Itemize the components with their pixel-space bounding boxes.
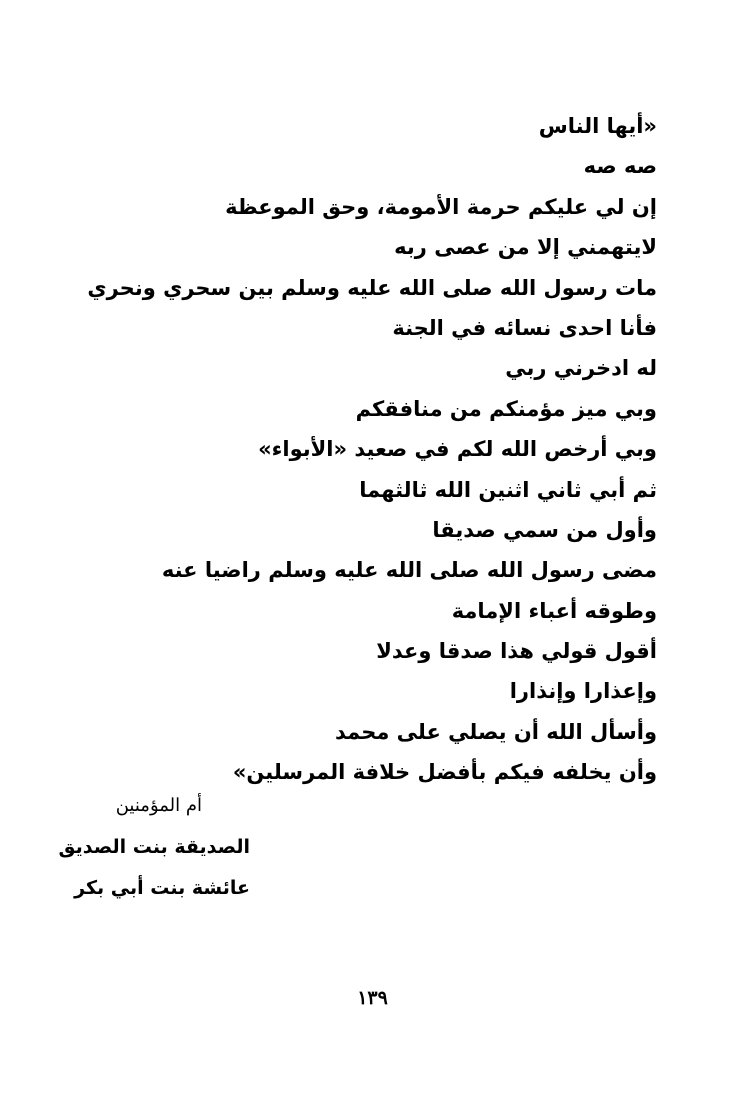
- poem-line: وأن يخلفه فيكم بأفضل خلافة المرسلين»: [232, 760, 657, 785]
- signature-name: عائشة بنت أبي بكر: [74, 877, 250, 899]
- poem-line: لايتهمني إلا من عصى ربه: [394, 235, 657, 260]
- poem-text: [87, 106, 657, 793]
- poem-line: وأول من سمي صديقا: [432, 517, 657, 542]
- poem-line: له ادخرني ربي: [505, 356, 657, 381]
- poem-line: صه صه: [583, 154, 657, 179]
- poem-line: ثم أبي ثاني اثنين الله ثالثهما: [359, 477, 657, 502]
- poem-line: وبي أرخص الله لكم في صعيد «الأبواء»: [258, 437, 657, 462]
- poem-line: وأسأل الله أن يصلي على محمد: [335, 719, 657, 744]
- poem-line: «أيها الناس: [538, 114, 657, 138]
- poem-line: فأنا احدى نسائه في الجنة: [392, 315, 657, 340]
- poem-line: إن لي عليكم حرمة الأمومة، وحق الموعظة: [225, 194, 657, 219]
- signature-epithet: الصديقة بنت الصديق: [58, 836, 250, 858]
- poem-line: وإعذارا وإنذارا: [509, 679, 657, 704]
- poem-line: وطوقه أعباء الإمامة: [451, 598, 657, 623]
- signature-block: [30, 786, 250, 909]
- poem-line: وبي ميز مؤمنكم من منافقكم: [355, 396, 657, 421]
- poem-line: أقول قولي هذا صدقا وعدلا: [376, 639, 657, 664]
- poem-line: مات رسول الله صلى الله عليه وسلم بين سحري ونحري: [87, 275, 657, 300]
- page-number: ١٣٩: [357, 987, 388, 1009]
- poem-line: مضى رسول الله صلى الله عليه وسلم راضيا عنه: [161, 558, 657, 583]
- signature-title: أم المؤمنين: [115, 795, 202, 816]
